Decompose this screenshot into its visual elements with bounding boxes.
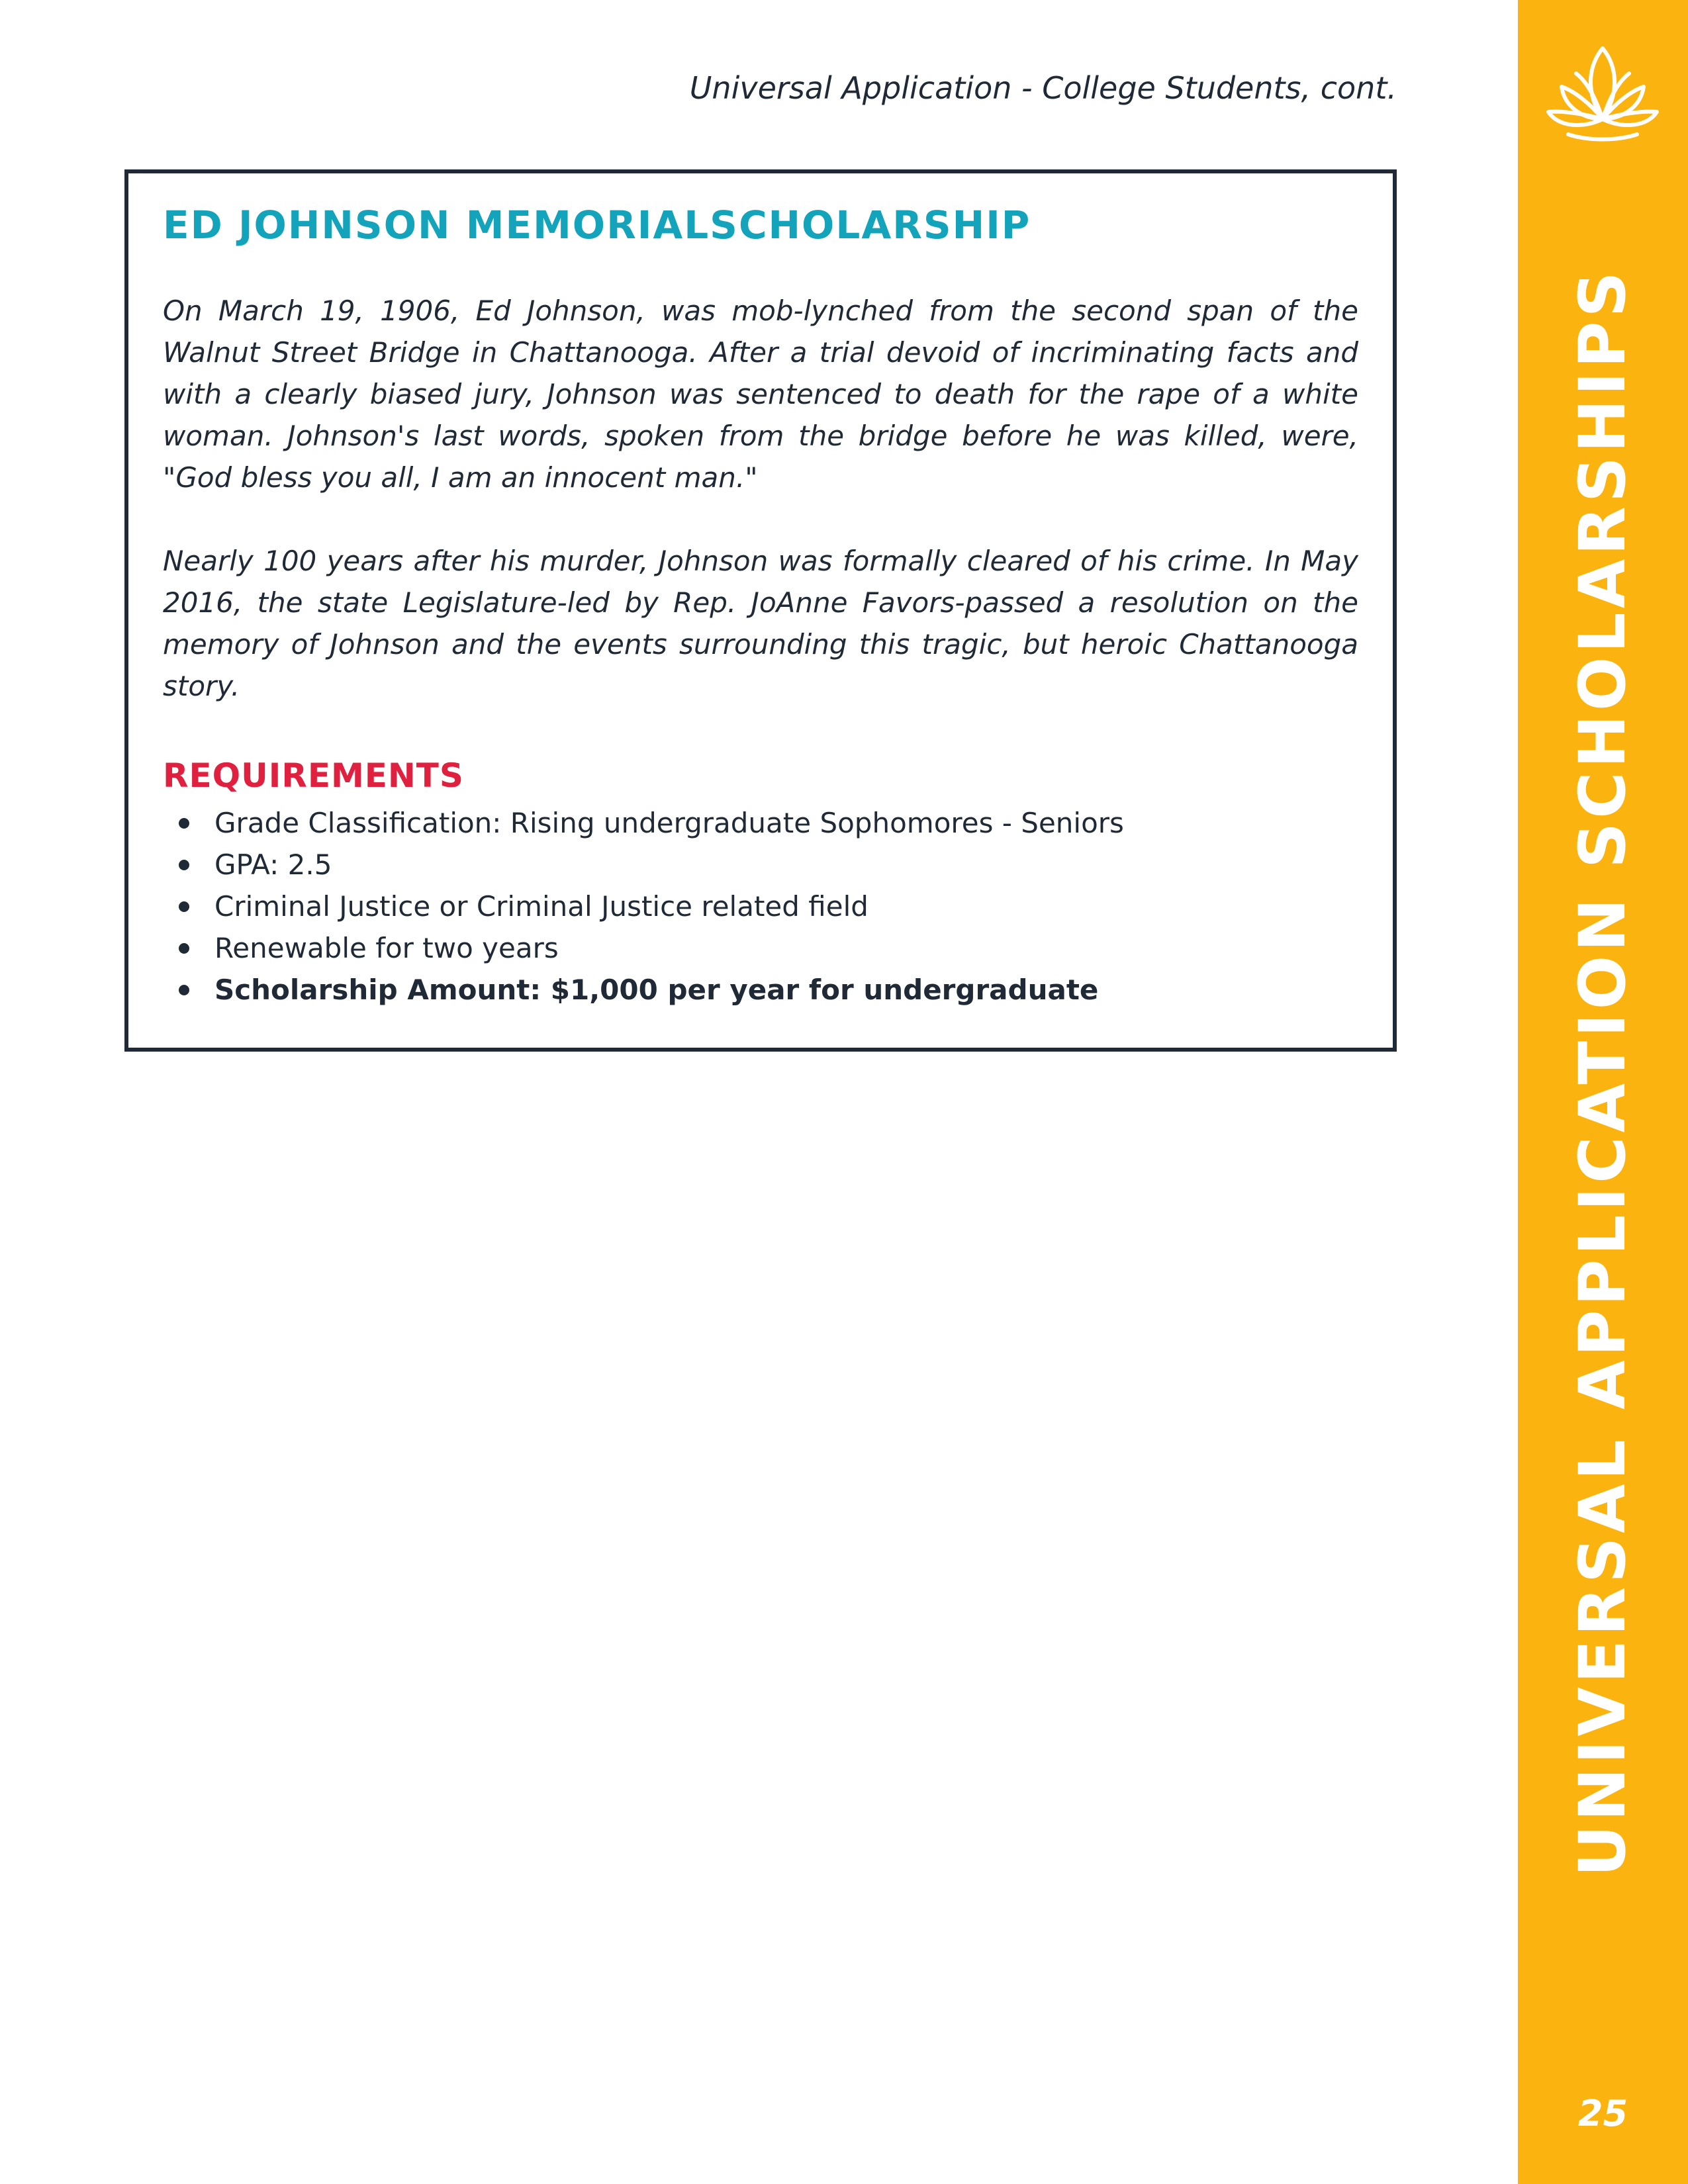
scholarship-title: ED JOHNSON MEMORIALSCHOLARSHIP — [163, 203, 1031, 248]
running-header: Universal Application - College Students, cont. — [689, 70, 1397, 106]
scholarship-card — [124, 169, 1397, 1052]
sidebar-vertical-title: UNIVERSAL APPLICATION SCHOLARSHIPS — [1566, 267, 1640, 1877]
bullet-icon — [179, 901, 189, 912]
bullet-icon — [179, 985, 189, 995]
requirements-list — [163, 802, 1358, 1011]
requirement-item-amount — [179, 969, 1358, 1011]
description-paragraph-2: Nearly 100 years after his murder, Johnson was formally cleared of his crime. In May 2016, the state Legislature-led by Rep. JoAnne Favors-passed a resolution on the memory of Johnson and the events surrounding this tragic, but heroic Chattanooga story. — [163, 544, 1358, 702]
bullet-icon — [179, 818, 189, 829]
requirement-text: GPA: 2.5 — [214, 848, 332, 881]
requirement-text: Grade Classification: Rising undergraduate Sophomores - Seniors — [214, 806, 1124, 839]
requirement-text: Renewable for two years — [214, 931, 559, 964]
requirement-item — [179, 927, 1358, 969]
requirement-item — [179, 886, 1358, 927]
page-number: 25 — [1577, 2093, 1628, 2134]
requirements-heading: REQUIREMENTS — [163, 756, 464, 795]
requirement-item — [179, 844, 1358, 886]
lotus-icon — [1542, 36, 1664, 146]
sidebar — [1518, 0, 1688, 2184]
requirement-text: Scholarship Amount: $1,000 per year for undergraduate — [214, 973, 1099, 1006]
description-paragraph-1: On March 19, 1906, Ed Johnson, was mob-lynched from the second span of the Walnut Street Bridge in Chattanooga. After a trial devoid of incriminating facts and with a clearly biased jury, Johnson was sentenced to death for the rape of a white woman. Johnson's last words, spoken from the bridge before he was killed, were, "God bless you all, I am an innocent man." — [163, 294, 1358, 494]
requirement-item — [179, 802, 1358, 844]
bullet-icon — [179, 943, 189, 954]
bullet-icon — [179, 860, 189, 870]
requirement-text: Criminal Justice or Criminal Justice related field — [214, 889, 868, 923]
